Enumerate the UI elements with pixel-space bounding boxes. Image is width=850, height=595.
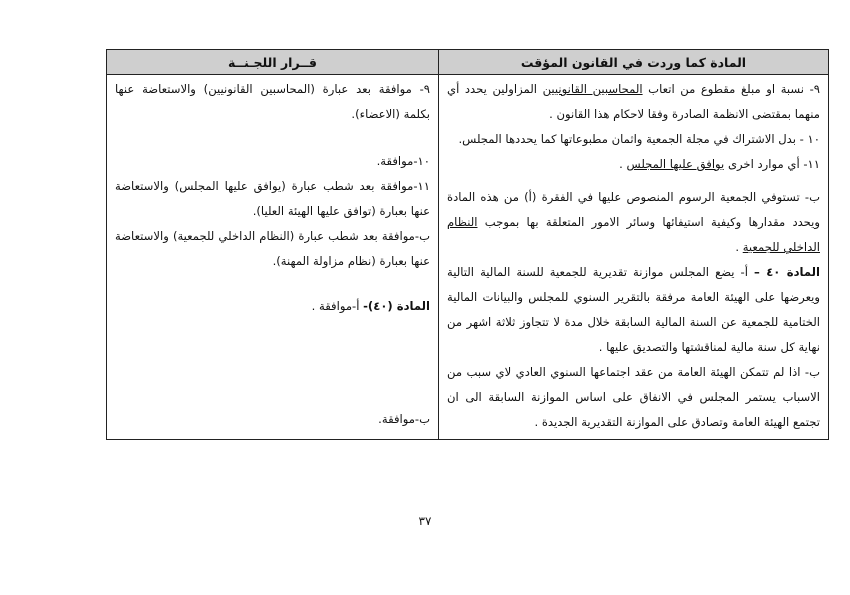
- law-item-b: [447, 185, 820, 260]
- law-item-10: ١٠ - بدل الاشتراك في مجلة الجمعية واثمان مطبوعاتها كما يحددها المجلس.: [458, 132, 820, 146]
- law-item-11-underlined: يوافق عليها المجلس: [626, 157, 725, 171]
- law-item-11: [447, 152, 820, 177]
- law-article-40-b: ب- اذا لم تتمكن الهيئة العامة من عقد اجتماعها السنوي العادي لاي سبب من الاسباب يستمر المجلس في الانفاق على اساس الموازنة السابقة الى ان تجتمع الهيئة العامة وتصادق على الموازنة التقديرية الجديدة .: [447, 365, 820, 429]
- decision-text-cell: [107, 75, 439, 440]
- law-text-cell: [439, 75, 829, 440]
- table-header-row: [107, 50, 829, 75]
- law-item-11-text: ١١- أي موارد اخرى: [724, 157, 820, 171]
- decision-item-9: ٩- موافقة بعد عبارة (المحاسبين القانونيين) والاستعاضة عنها بكلمة (الاعضاء).: [115, 82, 430, 121]
- decision-item-10: ١٠-موافقة.: [376, 154, 430, 168]
- law-item-b-underlined: النظام الداخلي للجمعية: [447, 215, 820, 254]
- law-item-9: [447, 77, 820, 127]
- header-law-column: المادة كما وردت في القانون المؤقت: [439, 50, 829, 75]
- law-item-11-text-end: .: [619, 157, 627, 171]
- table-row: [107, 75, 829, 440]
- decision-article-40-b: ب-موافقة.: [378, 412, 430, 426]
- law-item-9-text: ٩- نسبة او مبلغ مقطوع من اتعاب: [642, 82, 820, 96]
- decision-article-40: [115, 294, 430, 319]
- decision-item-11: ١١-موافقة بعد شطب عبارة (يوافق عليها المجلس) والاستعاضة عنها بعبارة (توافق عليها الهيئة العليا).: [115, 179, 430, 218]
- law-article-40-text: أ- يضع المجلس موازنة تقديرية للجمعية للسنة المالية التالية ويعرضها على الهيئة العامة مرفقة بالتقرير السنوي للمجلس والبيانات المالية الختامية للجمعية عن السنة المالية السابقة خلال مدة لا تتجاوز ثلاثة اشهر من نهاية كل سنة مالية لمناقشتها والتصديق عليها .: [447, 265, 820, 354]
- law-article-40-label: المادة ٤٠ –: [754, 265, 820, 279]
- law-item-9-underlined: المحاسبين القانونيين: [542, 82, 643, 96]
- law-item-b-text: ب- تستوفي الجمعية الرسوم المنصوص عليها في الفقرة (أ) من هذه المادة ويحدد مقدارها وكيفية استيفائها وسائر الامور المتعلقة بها بموجب: [447, 190, 820, 229]
- comparison-table: [106, 49, 829, 440]
- law-item-b-text-end: .: [735, 240, 743, 254]
- decision-item-b: ب-موافقة بعد شطب عبارة (النظام الداخلي للجمعية) والاستعاضة عنها بعبارة (نظام مزاولة المهنة).: [115, 229, 430, 268]
- law-article-40: [447, 260, 820, 360]
- law-item-9-text-end: المزاولين يحدد أي منهما بمقتضى الانظمة الصادرة وفقا لاحكام هذا القانون .: [447, 82, 820, 121]
- decision-article-40-label: المادة (٤٠)-: [363, 299, 430, 313]
- header-decision-column: قــرار اللجـنــة: [107, 50, 439, 75]
- page-number: ٣٧: [418, 514, 432, 528]
- decision-article-40-text: أ-موافقة .: [311, 299, 364, 313]
